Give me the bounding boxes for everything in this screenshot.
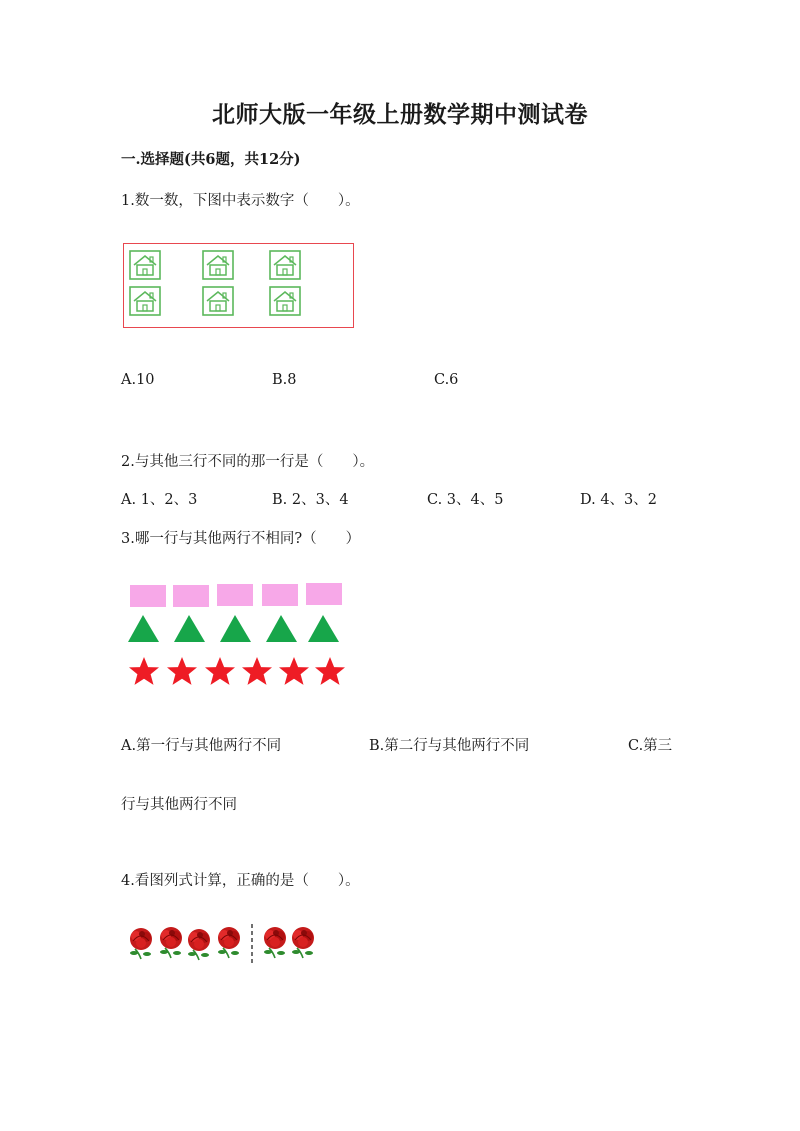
question-3-option-a[interactable]: A.第一行与其他两行不同 xyxy=(121,738,282,754)
flower-icon xyxy=(218,927,240,958)
flower-icon xyxy=(130,928,152,959)
question-3-option-c-continued: 行与其他两行不同 xyxy=(121,797,237,813)
flower-icon xyxy=(160,927,182,958)
question-2-stem: 2.与其他三行不同的那一行是（ ）。 xyxy=(121,454,375,470)
question-2-option-a[interactable]: A. 1、2、3 xyxy=(121,492,198,508)
green-triangle-row xyxy=(128,615,339,642)
red-star xyxy=(129,657,159,685)
pink-square xyxy=(130,585,166,607)
flower-figure xyxy=(121,920,331,968)
page-title: 北师大版一年级上册数学期中测试卷 xyxy=(212,101,588,128)
house-icon xyxy=(201,285,235,317)
red-star-row xyxy=(129,657,345,685)
house-icon xyxy=(201,249,235,281)
question-1-option-c[interactable]: C.6 xyxy=(434,372,459,388)
question-1-option-b[interactable]: B.8 xyxy=(272,372,297,388)
red-star xyxy=(242,657,272,685)
pink-square-row xyxy=(130,583,342,607)
green-triangle xyxy=(308,615,339,642)
question-3-option-c[interactable]: C.第三 xyxy=(628,738,673,754)
question-1-stem: 1.数一数，下图中表示数字（ ）。 xyxy=(121,193,360,209)
pink-square xyxy=(173,585,209,607)
question-4-stem: 4.看图列式计算，正确的是（ ）。 xyxy=(121,873,360,889)
flower-icon xyxy=(264,927,286,958)
house-icon xyxy=(268,249,302,281)
section-heading: 一.选择题(共6题，共12分) xyxy=(121,151,301,168)
pink-square xyxy=(217,584,253,606)
red-star xyxy=(205,657,235,685)
green-triangle xyxy=(220,615,251,642)
red-star xyxy=(315,657,345,685)
question-2-option-b[interactable]: B. 2、3、4 xyxy=(272,492,349,508)
shapes-figure xyxy=(125,578,355,693)
house-icon xyxy=(268,285,302,317)
green-triangle xyxy=(266,615,297,642)
question-3-stem: 3.哪一行与其他两行不相同?（ ） xyxy=(121,531,361,547)
pink-square xyxy=(306,583,342,605)
pink-square xyxy=(262,584,298,606)
red-star xyxy=(279,657,309,685)
green-triangle xyxy=(174,615,205,642)
green-triangle xyxy=(128,615,159,642)
flower-icon xyxy=(188,929,210,960)
question-1-option-a[interactable]: A.10 xyxy=(121,372,155,388)
question-2-option-d[interactable]: D. 4、3、2 xyxy=(580,492,658,508)
house-icon xyxy=(128,249,162,281)
question-2-option-c[interactable]: C. 3、4、5 xyxy=(427,492,504,508)
red-star xyxy=(167,657,197,685)
flower-icon xyxy=(292,927,314,958)
question-3-option-b[interactable]: B.第二行与其他两行不同 xyxy=(369,738,530,754)
house-icon xyxy=(128,285,162,317)
